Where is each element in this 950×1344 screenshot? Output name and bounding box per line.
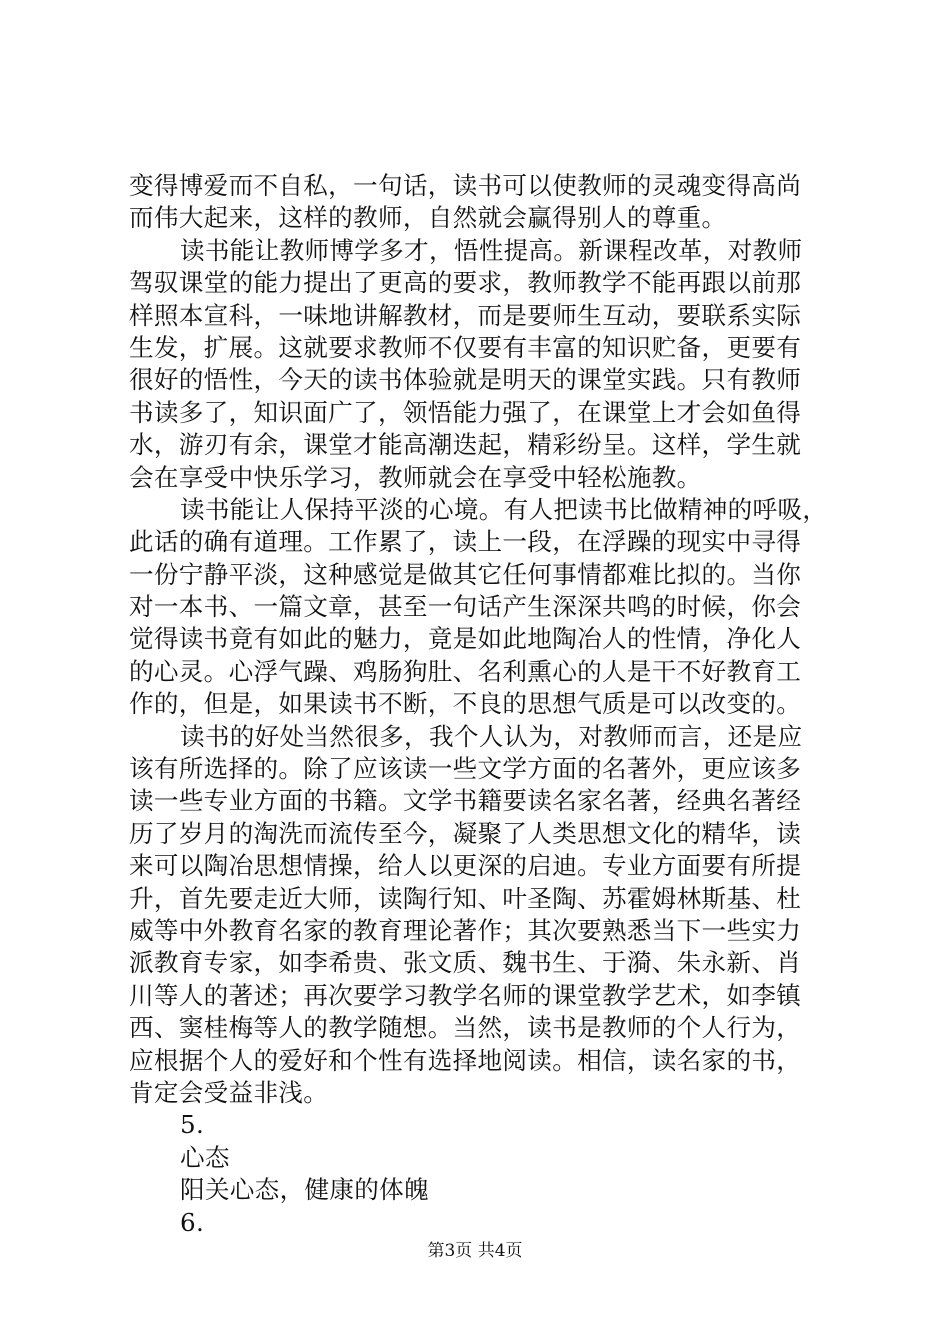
text-line: 变得博爱而不自私，一句话，读书可以使教师的灵魂变得高尚 (129, 171, 802, 200)
text-line: 历了岁月的淘洗而流传至今，凝聚了人类思想文化的精华，读 (129, 818, 802, 848)
text-line: 此话的确有道理。工作累了，读上一段，在浮躁的现实中寻得 (129, 527, 802, 557)
paragraph-start-line: 读书能让教师博学多才，悟性提高。新课程改革，对教师 (180, 235, 803, 265)
page-footer: 第3页 共4页 (427, 1241, 523, 1261)
text-line: 书读多了，知识面广了，领悟能力强了，在课堂上才会如鱼得 (129, 397, 802, 427)
text-line: 应根据个人的爱好和个性有选择地阅读。相信，读名家的书， (129, 1045, 802, 1075)
text-line: 升，首先要走近大师，读陶行知、叶圣陶、苏霍姆林斯基、杜 (129, 883, 802, 913)
section-number: 5. (180, 1110, 205, 1140)
text-line: 对一本书、一篇文章，甚至一句话产生深深共鸣的时候，你会 (129, 592, 802, 622)
section-number: 6. (180, 1207, 205, 1237)
text-line: 川等人的著述；再次要学习教学名师的课堂教学艺术，如李镇 (129, 980, 802, 1010)
text-line: 派教育专家，如李希贵、张文质、魏书生、于漪、朱永新、肖 (129, 948, 802, 978)
text-line: 驾驭课堂的能力提出了更高的要求，教师教学不能再跟以前那 (129, 268, 802, 298)
text-line: 很好的悟性，今天的读书体验就是明天的课堂实践。只有教师 (129, 365, 802, 395)
text-line: 威等中外教育名家的教育理论著作；其次要熟悉当下一些实力 (129, 915, 802, 945)
paragraph-start-line: 读书能让人保持平淡的心境。有人把读书比做精神的呼吸， (180, 494, 828, 524)
text-line: 来可以陶冶思想情操，给人以更深的启迪。专业方面要有所提 (129, 851, 802, 881)
section-text: 阳关心态，健康的体魄 (180, 1175, 429, 1205)
text-line: 读一些专业方面的书籍。文学书籍要读名家名著，经典名著经 (129, 786, 802, 816)
text-line: 西、窦桂梅等人的教学随想。当然，读书是教师的个人行为， (129, 1013, 802, 1043)
text-line: 水，游刃有余，课堂才能高潮迭起，精彩纷呈。这样，学生就 (129, 430, 802, 460)
text-line: 肯定会受益非浅。 (129, 1077, 329, 1107)
text-line: 生发，扩展。这就要求教师不仅要有丰富的知识贮备，更要有 (129, 332, 802, 362)
text-line: 觉得读书竟有如此的魅力，竟是如此地陶冶人的性情，净化人 (129, 624, 802, 654)
text-line: 作的，但是，如果读书不断，不良的思想气质是可以改变的。 (129, 689, 802, 719)
paragraph-start-line: 读书的好处当然很多，我个人认为，对教师而言，还是应 (180, 721, 803, 751)
text-line: 而伟大起来，这样的教师，自然就会赢得别人的尊重。 (129, 203, 727, 233)
section-heading: 心态 (180, 1142, 230, 1172)
text-line: 该有所选择的。除了应该读一些文学方面的名著外，更应该多 (129, 754, 802, 784)
text-line: 会在享受中快乐学习，教师就会在享受中轻松施教。 (129, 462, 702, 492)
text-line: 一份宁静平淡，这种感觉是做其它任何事情都难比拟的。当你 (129, 559, 802, 589)
text-line: 样照本宣科，一味地讲解教材，而是要师生互动，要联系实际 (129, 300, 802, 330)
body-text (129, 170, 834, 1239)
text-line: 的心灵。心浮气躁、鸡肠狗肚、名利熏心的人是干不好教育工 (129, 656, 802, 686)
